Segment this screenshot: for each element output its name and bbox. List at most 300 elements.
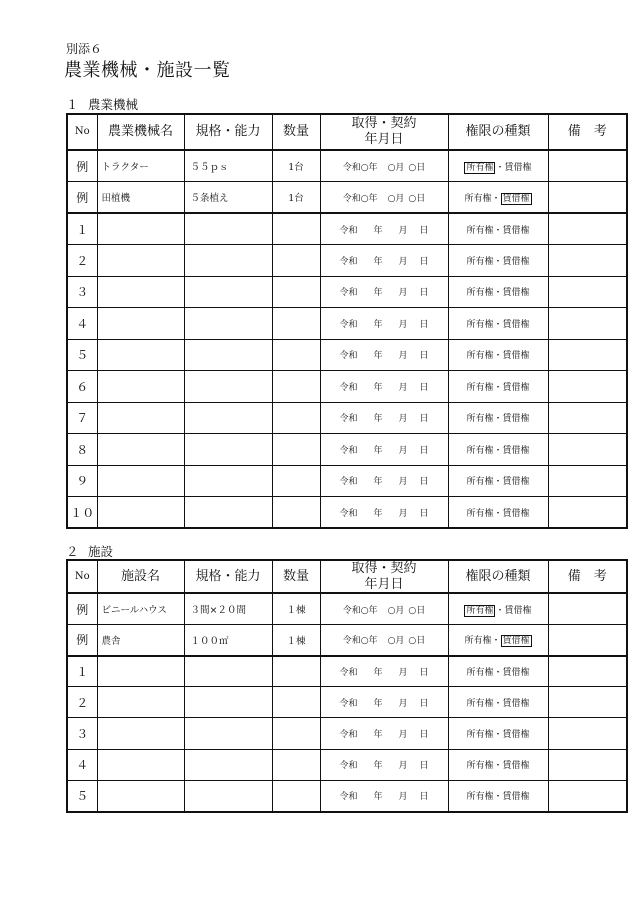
- date-year: 年: [373, 761, 383, 772]
- date-month: 月: [398, 698, 408, 709]
- date-year: 年: [373, 351, 383, 362]
- header-rights: [448, 560, 548, 593]
- row-date: [320, 182, 448, 214]
- rights-text: 所有権・賃借権: [466, 477, 530, 488]
- example-row: [67, 593, 627, 624]
- rights-text: 所有権・賃借権: [466, 256, 530, 267]
- date-month: 月: [398, 445, 408, 456]
- row-name[interactable]: [97, 213, 184, 245]
- row-date[interactable]: [320, 213, 448, 245]
- row-date[interactable]: [320, 339, 448, 371]
- date-month: 月: [398, 730, 408, 741]
- row-notes[interactable]: [548, 465, 627, 497]
- row-spec[interactable]: [184, 339, 272, 371]
- row-name: [97, 150, 184, 182]
- rights-lease: 賃借権: [504, 162, 532, 173]
- date-month: 月: [398, 256, 408, 267]
- section-number: ２: [66, 544, 79, 559]
- row-notes[interactable]: [548, 780, 627, 811]
- row-date: [320, 593, 448, 624]
- date-era: 令和: [339, 382, 358, 393]
- header-no: [67, 114, 97, 150]
- row-qty: [272, 182, 320, 214]
- row-qty[interactable]: [272, 371, 320, 403]
- rights-lease: 賃借権: [502, 193, 530, 204]
- rights-text: 所有権・賃借権: [466, 698, 530, 709]
- row-no-text: 例: [76, 159, 89, 174]
- rights-owned: 所有権: [466, 605, 494, 616]
- date-month: ○月: [387, 605, 405, 616]
- header-name-text: 農業機械名: [107, 124, 173, 140]
- row-name[interactable]: [97, 465, 184, 497]
- date-year: 年: [373, 382, 383, 393]
- header-notes-text: 備 考: [567, 124, 607, 140]
- date-month: 月: [398, 288, 408, 299]
- row-qty: [272, 624, 320, 655]
- rights-text: 所有権・賃借権: [466, 414, 530, 425]
- row-spec[interactable]: [184, 245, 272, 277]
- row-rights[interactable]: [448, 465, 548, 497]
- row-notes: [548, 150, 627, 182]
- date-era: 令和: [339, 256, 358, 267]
- row-qty-text: １棟: [286, 635, 306, 647]
- row-rights[interactable]: [448, 213, 548, 245]
- date-era: 令和: [339, 414, 358, 425]
- row-name-text: 田植機: [101, 193, 131, 204]
- row-rights: [448, 150, 548, 182]
- row-qty-text: 1台: [288, 162, 304, 173]
- row-no-text: １: [76, 222, 89, 237]
- header-notes: [548, 560, 627, 593]
- row-no: [67, 718, 97, 749]
- header-name-text: 施設名: [120, 568, 160, 584]
- row-qty[interactable]: [272, 402, 320, 434]
- date-month: 月: [398, 792, 408, 803]
- entry-row: [67, 687, 627, 718]
- date-month: 月: [398, 351, 408, 362]
- date-day: ○日: [408, 636, 426, 647]
- date-day: 日: [419, 225, 429, 236]
- rights-separator: ・: [495, 605, 505, 616]
- entry-row: [67, 780, 627, 811]
- row-spec[interactable]: [184, 465, 272, 497]
- header-date-line2: 年月日: [364, 132, 404, 147]
- example-row: [67, 150, 627, 182]
- date-month: ○月: [387, 193, 405, 204]
- header-date-line2: 年月日: [364, 576, 404, 592]
- row-name[interactable]: [97, 434, 184, 466]
- section-title: 農業機械: [88, 97, 139, 112]
- date-era: 令和: [339, 508, 358, 519]
- row-date[interactable]: [320, 465, 448, 497]
- date-day: 日: [419, 477, 429, 488]
- row-spec[interactable]: [184, 434, 272, 466]
- section-title: 施設: [88, 544, 114, 559]
- row-qty[interactable]: [272, 308, 320, 340]
- section-number: １: [66, 97, 79, 112]
- annex-label: 別添６: [66, 42, 103, 56]
- row-rights[interactable]: [448, 687, 548, 718]
- row-name[interactable]: [97, 718, 184, 749]
- date-day: 日: [419, 414, 429, 425]
- row-name[interactable]: [97, 687, 184, 718]
- entry-row: [67, 465, 627, 497]
- row-spec: [184, 150, 272, 182]
- row-no: [67, 182, 97, 214]
- row-spec[interactable]: [184, 276, 272, 308]
- row-date[interactable]: [320, 497, 448, 529]
- row-spec: [184, 593, 272, 624]
- date-month: 月: [398, 761, 408, 772]
- date-year: 年: [373, 445, 383, 456]
- row-qty[interactable]: [272, 497, 320, 529]
- date-era: 令和○年: [342, 605, 378, 616]
- row-no: [67, 465, 97, 497]
- row-name[interactable]: [97, 308, 184, 340]
- rights-text: 所有権・賃借権: [466, 319, 530, 330]
- row-notes[interactable]: [548, 434, 627, 466]
- row-name[interactable]: [97, 780, 184, 811]
- date-day: 日: [419, 761, 429, 772]
- entry-row: [67, 718, 627, 749]
- header-row: [67, 114, 627, 150]
- row-spec: [184, 182, 272, 214]
- header-name: [97, 114, 184, 150]
- date-day: ○日: [408, 605, 426, 616]
- row-date[interactable]: [320, 371, 448, 403]
- row-date[interactable]: [320, 308, 448, 340]
- row-qty[interactable]: [272, 718, 320, 749]
- row-rights[interactable]: [448, 434, 548, 466]
- date-month: 月: [398, 508, 408, 519]
- date-year: 年: [373, 225, 383, 236]
- row-date: [320, 624, 448, 655]
- example-row: [67, 624, 627, 655]
- header-date: [320, 560, 448, 593]
- entry-row: [67, 656, 627, 687]
- rights-lease: 賃借権: [502, 636, 530, 647]
- date-year: 年: [373, 319, 383, 330]
- row-rights[interactable]: [448, 371, 548, 403]
- row-name[interactable]: [97, 245, 184, 277]
- row-spec-text: ３間×２０間: [190, 605, 246, 617]
- header-no: [67, 560, 97, 593]
- row-notes[interactable]: [548, 656, 627, 687]
- rights-text: 所有権・賃借権: [466, 225, 530, 236]
- rights-text: 所有権・賃借権: [466, 382, 530, 393]
- row-date[interactable]: [320, 687, 448, 718]
- row-no: [67, 371, 97, 403]
- date-era: 令和: [339, 477, 358, 488]
- rights-text: 所有権・賃借権: [466, 445, 530, 456]
- row-no-text: 例: [76, 633, 89, 648]
- row-no: [67, 749, 97, 780]
- row-name[interactable]: [97, 402, 184, 434]
- rights-text: 所有権・賃借権: [466, 351, 530, 362]
- row-spec-text: １００㎡: [190, 635, 229, 647]
- row-qty: [272, 150, 320, 182]
- row-date[interactable]: [320, 434, 448, 466]
- row-spec[interactable]: [184, 718, 272, 749]
- row-no-text: １: [76, 664, 89, 679]
- date-day: 日: [419, 698, 429, 709]
- row-no: [67, 656, 97, 687]
- row-name-text: トラクター: [101, 162, 149, 173]
- row-no-text: ３: [76, 285, 89, 300]
- entry-row: [67, 497, 627, 529]
- section-heading: [66, 542, 113, 560]
- row-date[interactable]: [320, 276, 448, 308]
- row-notes: [548, 624, 627, 655]
- row-qty[interactable]: [272, 687, 320, 718]
- row-no: [67, 593, 97, 624]
- row-notes: [548, 593, 627, 624]
- entry-row: [67, 339, 627, 371]
- header-rights-text: 権限の種類: [465, 124, 531, 140]
- row-qty[interactable]: [272, 434, 320, 466]
- date-day: 日: [419, 351, 429, 362]
- row-qty[interactable]: [272, 780, 320, 811]
- row-name-text: 農舎: [101, 635, 121, 647]
- row-rights: [448, 593, 548, 624]
- row-no: [67, 497, 97, 529]
- row-date: [320, 150, 448, 182]
- date-day: 日: [419, 288, 429, 299]
- date-era: 令和: [339, 351, 358, 362]
- row-notes[interactable]: [548, 371, 627, 403]
- date-era: 令和: [339, 730, 358, 741]
- entry-row: [67, 213, 627, 245]
- date-day: 日: [419, 508, 429, 519]
- row-spec-text: ５５ｐｓ: [190, 162, 229, 173]
- row-rights[interactable]: [448, 780, 548, 811]
- row-name[interactable]: [97, 749, 184, 780]
- header-qty: [272, 114, 320, 150]
- row-notes[interactable]: [548, 402, 627, 434]
- row-spec[interactable]: [184, 656, 272, 687]
- header-no-text: No: [74, 570, 90, 582]
- row-qty[interactable]: [272, 276, 320, 308]
- row-qty[interactable]: [272, 749, 320, 780]
- row-no: [67, 339, 97, 371]
- row-notes[interactable]: [548, 339, 627, 371]
- header-qty-text: 数量: [282, 568, 309, 584]
- row-notes: [548, 182, 627, 214]
- row-no: [67, 150, 97, 182]
- date-era: 令和○年: [342, 162, 378, 173]
- entry-row: [67, 371, 627, 403]
- date-day: 日: [419, 319, 429, 330]
- header-date: [320, 114, 448, 150]
- row-qty[interactable]: [272, 339, 320, 371]
- row-qty[interactable]: [272, 656, 320, 687]
- header-row: [67, 560, 627, 593]
- rights-owned: 所有権: [464, 636, 492, 647]
- row-spec[interactable]: [184, 749, 272, 780]
- entry-row: [67, 749, 627, 780]
- row-rights[interactable]: [448, 276, 548, 308]
- date-month: ○月: [387, 636, 405, 647]
- date-year: 年: [373, 288, 383, 299]
- row-name-text: ビニールハウス: [101, 605, 167, 617]
- row-rights[interactable]: [448, 718, 548, 749]
- rights-text: 所有権・賃借権: [466, 730, 530, 741]
- entry-row: [67, 402, 627, 434]
- row-name[interactable]: [97, 371, 184, 403]
- row-rights[interactable]: [448, 497, 548, 529]
- row-name[interactable]: [97, 276, 184, 308]
- header-spec-text: 規格・能力: [195, 568, 261, 584]
- row-no: [67, 245, 97, 277]
- row-no: [67, 308, 97, 340]
- rights-separator: ・: [495, 162, 505, 173]
- row-no-text: ３: [76, 727, 89, 742]
- header-rights-text: 権限の種類: [465, 568, 531, 584]
- row-name[interactable]: [97, 656, 184, 687]
- rights-text: 所有権・賃借権: [466, 288, 530, 299]
- date-year: 年: [373, 698, 383, 709]
- row-date[interactable]: [320, 718, 448, 749]
- date-day: 日: [419, 382, 429, 393]
- row-notes[interactable]: [548, 497, 627, 529]
- row-rights[interactable]: [448, 245, 548, 277]
- date-year: 年: [373, 414, 383, 425]
- row-rights: [448, 182, 548, 214]
- row-notes[interactable]: [548, 308, 627, 340]
- header-spec: [184, 114, 272, 150]
- date-era: 令和○年: [342, 193, 378, 204]
- row-rights[interactable]: [448, 308, 548, 340]
- date-era: 令和: [339, 698, 358, 709]
- row-no-text: ６: [76, 379, 89, 394]
- rights-owned: 所有権: [464, 193, 492, 204]
- date-era: 令和○年: [342, 636, 378, 647]
- row-notes[interactable]: [548, 213, 627, 245]
- row-rights[interactable]: [448, 402, 548, 434]
- header-name: [97, 560, 184, 593]
- row-no-text: ４: [76, 316, 89, 331]
- rights-text: 所有権・賃借権: [466, 508, 530, 519]
- row-rights[interactable]: [448, 339, 548, 371]
- date-day: ○日: [408, 193, 426, 204]
- header-no-text: No: [74, 126, 90, 137]
- row-no-text: ９: [76, 474, 89, 489]
- row-name[interactable]: [97, 497, 184, 529]
- row-date[interactable]: [320, 245, 448, 277]
- row-spec: [184, 624, 272, 655]
- row-no: [67, 624, 97, 655]
- row-no-text: ８: [76, 442, 89, 457]
- date-era: 令和: [339, 288, 358, 299]
- row-no-text: ７: [76, 411, 89, 426]
- row-name[interactable]: [97, 339, 184, 371]
- row-no: [67, 276, 97, 308]
- row-qty[interactable]: [272, 245, 320, 277]
- row-qty[interactable]: [272, 213, 320, 245]
- row-rights[interactable]: [448, 656, 548, 687]
- date-era: 令和: [339, 225, 358, 236]
- date-month: 月: [398, 414, 408, 425]
- row-name: [97, 182, 184, 214]
- row-notes[interactable]: [548, 276, 627, 308]
- date-year: 年: [373, 477, 383, 488]
- row-notes[interactable]: [548, 718, 627, 749]
- row-qty-text: 1台: [288, 193, 304, 204]
- header-rights: [448, 114, 548, 150]
- rights-text: 所有権・賃借権: [466, 667, 530, 678]
- date-day: 日: [419, 730, 429, 741]
- rights-separator: ・: [491, 193, 501, 204]
- date-year: 年: [373, 256, 383, 267]
- header-spec: [184, 560, 272, 593]
- rights-text: 所有権・賃借権: [466, 761, 530, 772]
- row-date[interactable]: [320, 749, 448, 780]
- row-spec[interactable]: [184, 780, 272, 811]
- date-month: 月: [398, 319, 408, 330]
- date-year: 年: [373, 508, 383, 519]
- date-day: 日: [419, 667, 429, 678]
- row-qty: [272, 593, 320, 624]
- row-date[interactable]: [320, 780, 448, 811]
- row-date[interactable]: [320, 656, 448, 687]
- header-notes: [548, 114, 627, 150]
- entry-row: [67, 434, 627, 466]
- row-no-text: 例: [76, 190, 89, 205]
- date-month: ○月: [387, 162, 405, 173]
- date-era: 令和: [339, 445, 358, 456]
- row-spec[interactable]: [184, 213, 272, 245]
- row-no-text: ５: [76, 348, 89, 363]
- row-no-text: ４: [76, 758, 89, 773]
- header-qty-text: 数量: [282, 124, 309, 140]
- row-no: [67, 402, 97, 434]
- date-day: 日: [419, 792, 429, 803]
- section-heading: [66, 95, 138, 113]
- date-era: 令和: [339, 667, 358, 678]
- date-year: 年: [373, 667, 383, 678]
- date-year: 年: [373, 792, 383, 803]
- row-notes[interactable]: [548, 245, 627, 277]
- row-spec[interactable]: [184, 402, 272, 434]
- entry-row: [67, 308, 627, 340]
- row-name: [97, 593, 184, 624]
- date-era: 令和: [339, 319, 358, 330]
- header-date-line1: 取得・契約: [351, 561, 417, 576]
- row-date[interactable]: [320, 402, 448, 434]
- row-no: [67, 780, 97, 811]
- row-no: [67, 434, 97, 466]
- row-no: [67, 687, 97, 718]
- rights-separator: ・: [491, 636, 501, 647]
- entry-row: [67, 276, 627, 308]
- row-spec[interactable]: [184, 687, 272, 718]
- row-spec[interactable]: [184, 497, 272, 529]
- row-rights[interactable]: [448, 749, 548, 780]
- date-month: 月: [398, 382, 408, 393]
- row-name: [97, 624, 184, 655]
- header-spec-text: 規格・能力: [195, 124, 261, 140]
- header-qty: [272, 560, 320, 593]
- row-qty[interactable]: [272, 465, 320, 497]
- row-spec[interactable]: [184, 308, 272, 340]
- row-spec[interactable]: [184, 371, 272, 403]
- date-era: 令和: [339, 761, 358, 772]
- row-notes[interactable]: [548, 687, 627, 718]
- row-notes[interactable]: [548, 749, 627, 780]
- row-no-text: ２: [76, 253, 89, 268]
- date-month: 月: [398, 667, 408, 678]
- row-no: [67, 213, 97, 245]
